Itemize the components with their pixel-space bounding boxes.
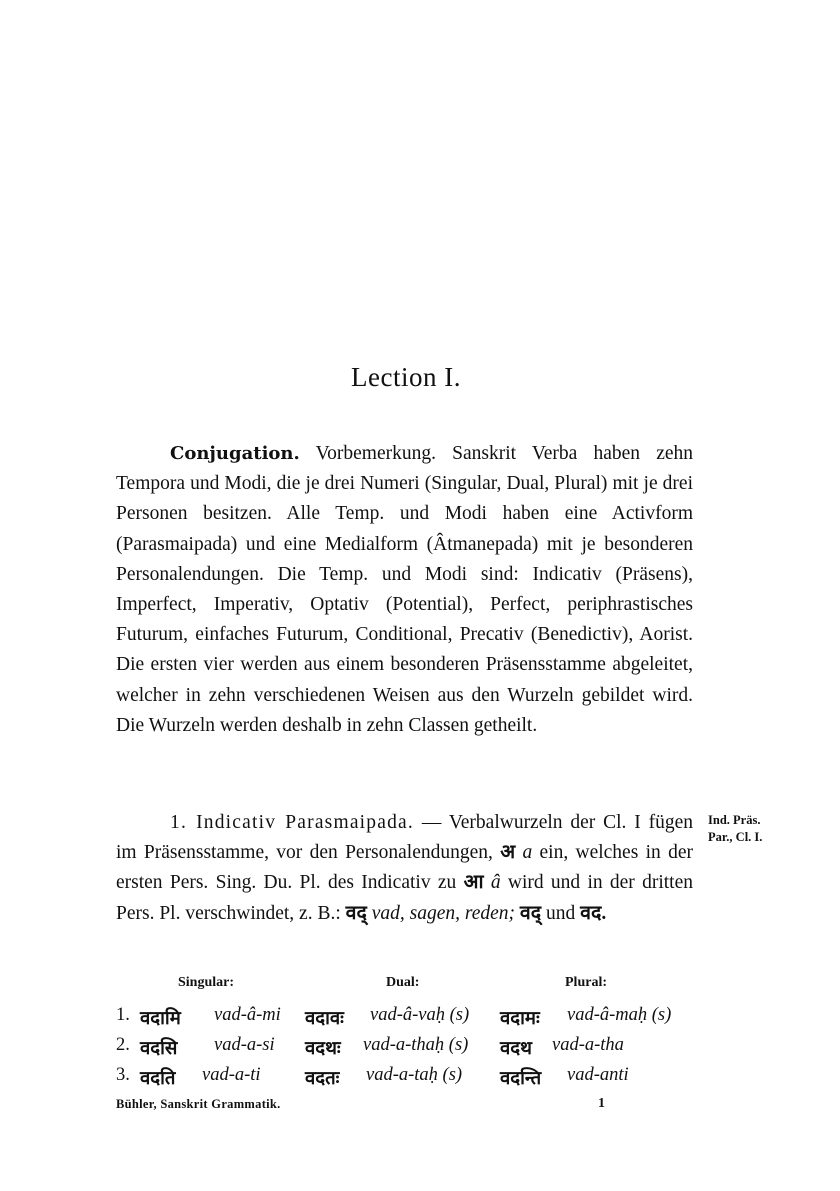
plural-devanagari: वदन्ति [500, 1069, 542, 1089]
translit-vad: vad, sagen, reden; [371, 902, 516, 924]
dual-devanagari: वदतः [305, 1069, 340, 1089]
devanagari-aa: आ [463, 872, 484, 894]
page-title: Lection I. [351, 362, 461, 392]
dual-translit: vad-a-thaḥ (s) [363, 1035, 469, 1055]
dual-translit: vad-a-taḥ (s) [366, 1065, 463, 1085]
person-number: 2. [116, 1035, 130, 1055]
plural-translit: vad-a-tha [552, 1035, 624, 1055]
paragraph-text: Vorbemerkung. Sanskrit Verba haben zehn Tempora und Modi, die je drei Numeri (Singular, Dual, Plural) mit je drei Personen besitzen. Alle Temp. und Modi haben eine Activform (Parasmaipada) und eine Medialform (Âtmanepada) mit je besonderen Personalendungen. Die Temp. und Modi sind: Indicativ (Präsens), Imperfect, Imperativ, Optativ (Potential), Perfect, periphrastisches Futurum, einfaches Futurum, Conditional, Precativ (Benedictiv), Aorist. Die ersten vier werden aus einem besonderen Präsensstamme abgeleitet, welcher in zehn verschiedenen Weisen aus den Wurzeln gebildet wird. Die Wurzeln werden deshalb in zehn Classen getheilt. [116, 443, 693, 736]
dual-devanagari: वदावः [305, 1009, 344, 1029]
header-dual: Dual: [386, 975, 420, 990]
conjugation-table [116, 975, 716, 1095]
paragraph-lead: 1. Indicativ Parasmaipada. [170, 812, 414, 833]
plural-translit: vad-anti [567, 1065, 629, 1085]
plural-translit: vad-â-maḥ (s) [567, 1005, 672, 1025]
header-plural: Plural: [565, 975, 607, 990]
singular-translit: vad-â-mi [214, 1005, 281, 1025]
paragraph-indicativ [116, 808, 693, 929]
singular-devanagari: वदति [140, 1069, 176, 1089]
paragraph-text: ein, welches in der ersten Pers. Sing. Du. Pl. des Indicativ zu [116, 842, 693, 894]
devanagari-vad-2: वद् [519, 902, 542, 924]
margin-note-line: Ind. Präs. [708, 813, 761, 827]
dual-devanagari: वदथः [305, 1039, 341, 1059]
paragraph-text: — Verbalwurzeln der Cl. I fügen im Präsensstamme, vor den Personalendungen, [116, 812, 694, 864]
header-singular: Singular: [178, 975, 235, 990]
paragraph-lead: Conjugation. [170, 443, 300, 464]
table-row [116, 1005, 716, 1035]
table-row [116, 1065, 716, 1095]
translit-aa: â [490, 872, 501, 894]
plural-devanagari: वदथ [500, 1039, 532, 1059]
page-number: 1 [598, 1096, 605, 1111]
singular-devanagari: वदामि [140, 1009, 181, 1029]
singular-translit: vad-a-si [214, 1035, 275, 1055]
paragraph-conjugation [116, 439, 693, 741]
margin-note [708, 812, 762, 846]
translit-a: a [522, 842, 533, 864]
table-row [116, 1035, 716, 1065]
paragraph-text: wird und in der dritten Pers. Pl. verschwindet, z. B.: [116, 872, 693, 924]
footer-signature: Bühler, Sanskrit Grammatik. [116, 1097, 281, 1111]
devanagari-vada: वद. [580, 902, 607, 924]
person-number: 1. [116, 1005, 130, 1025]
devanagari-vad: वद् [345, 902, 367, 924]
plural-devanagari: वदामः [500, 1009, 540, 1029]
singular-devanagari: वदसि [140, 1039, 178, 1059]
margin-note-line: Par., Cl. I. [708, 830, 763, 844]
dual-translit: vad-â-vaḥ (s) [370, 1005, 470, 1025]
singular-translit: vad-a-ti [202, 1065, 261, 1085]
person-number: 3. [116, 1065, 130, 1085]
paragraph-text: und [541, 902, 581, 924]
devanagari-a: अ [500, 842, 516, 864]
table-header [116, 975, 716, 1005]
